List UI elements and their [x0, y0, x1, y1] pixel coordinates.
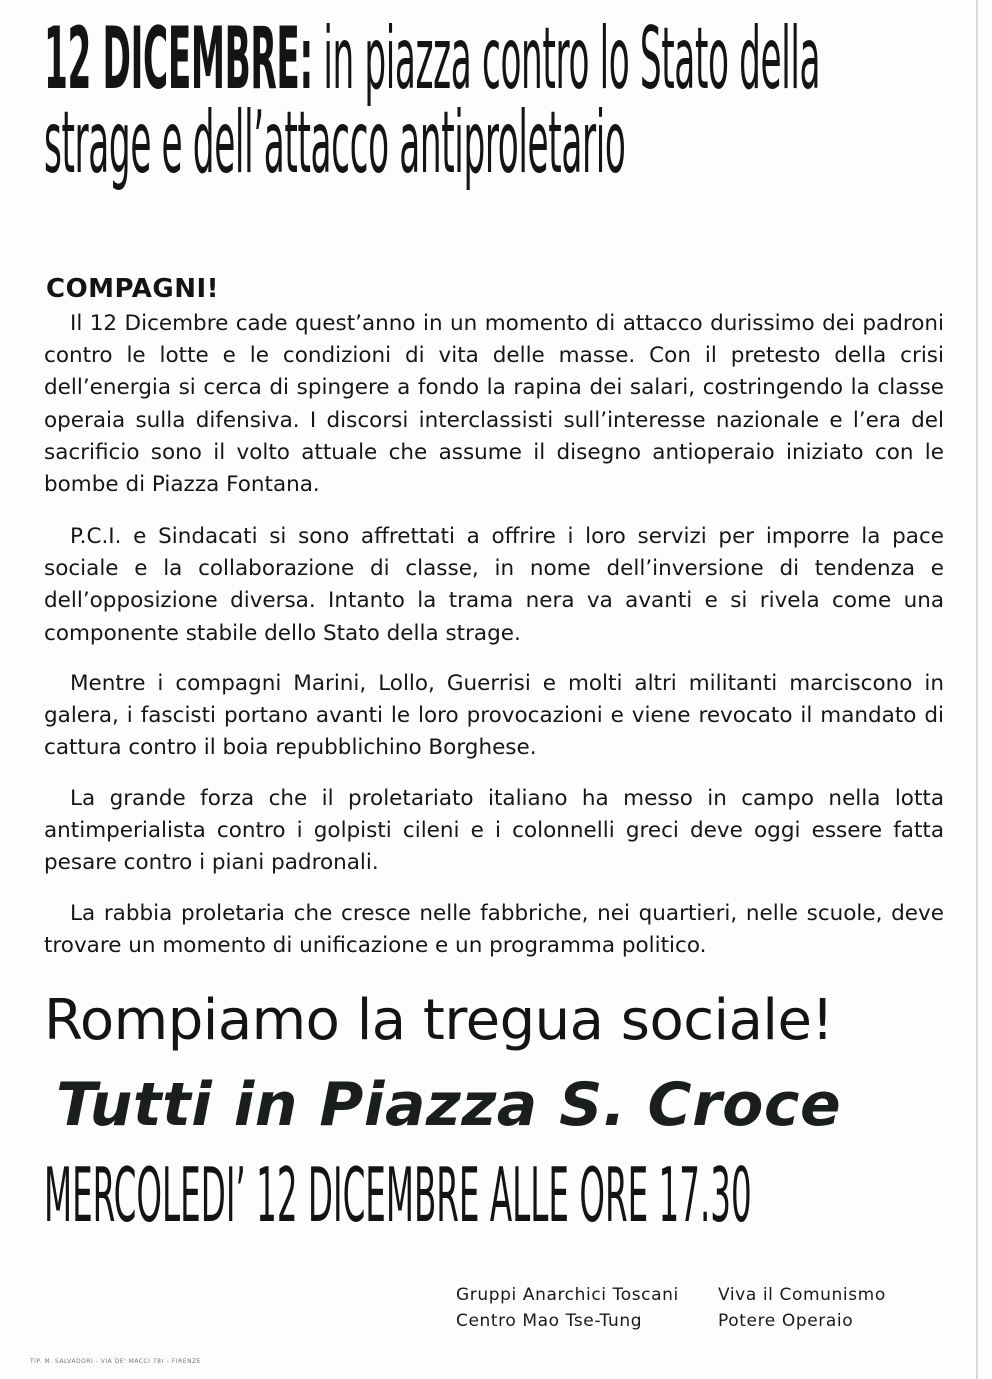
- signatory-4: Potere Operaio: [718, 1311, 854, 1331]
- signatory-2: Centro Mao Tse-Tung: [456, 1311, 643, 1331]
- headline-line-1: [44, 10, 821, 110]
- signatory-1: Gruppi Anarchici Toscani: [456, 1285, 679, 1305]
- paragraph-2: P.C.I. e Sindacati si sono affrettati a offrire i loro servizi per imporre la pace sociale e la collaborazione di classe, in nome dell’inversione di tendenza e dell’opposizione diversa. Intanto la trama nera va avanti e si rivela come una componente stabile dello Stato della strage.: [44, 524, 944, 646]
- paragraph-3: Mentre i compagni Marini, Lollo, Guerrisi e molti altri militanti marciscono in galera, i fascisti portano avanti le loro provocazioni e viene revocato il mandato di cattura contro il boia repubblichino Borghese.: [44, 671, 944, 761]
- paragraph-5: La rabbia proletaria che cresce nelle fabbriche, nei quartieri, nelle scuole, deve trovare un momento di unificazione e un programma politico.: [44, 901, 944, 959]
- slogan: Rompiamo la tregua sociale!: [44, 988, 834, 1053]
- signatory-3: Viva il Comunismo: [718, 1285, 886, 1305]
- call-to-action: Tutti in Piazza S. Croce: [56, 1070, 842, 1140]
- date-time: MERCOLEDI’ 12 DICEMBRE ALLE ORE 17.30: [44, 1153, 752, 1240]
- salutation: COMPAGNI!: [46, 274, 219, 304]
- headline-line-2: strage e dell’attacco antiproletario: [44, 94, 626, 194]
- headline-date: 12 DICEMBRE:: [44, 10, 313, 110]
- paragraph-4: La grande forza che il proletariato italiano ha messo in campo nella lotta antimperialista contro i golpisti cileni e i colonnelli greci deve oggi essere fatta pesare contro i piani padronali.: [44, 786, 944, 876]
- paragraph-1: Il 12 Dicembre cade quest’anno in un momento di attacco durissimo dei padroni contro le lotte e le condizioni di vita delle masse. Con il pretesto della crisi dell’energia si cerca di spingere a fondo la rapina dei salari, costringendo la classe operaia sulla difensiva. I discorsi interclassisti sull’interesse nazionale e l’era del sacrificio sono il volto attuale che assume il disegno antioperaio iniziato con le bombe di Piazza Fontana.: [44, 311, 944, 498]
- printer-credit: TIP. M. SALVADORI - VIA DE' MACCI 78r - FIRENZE: [30, 1358, 201, 1365]
- page-edge-line: [976, 0, 978, 1379]
- headline-line-1-rest: in piazza contro lo Stato della: [312, 10, 821, 110]
